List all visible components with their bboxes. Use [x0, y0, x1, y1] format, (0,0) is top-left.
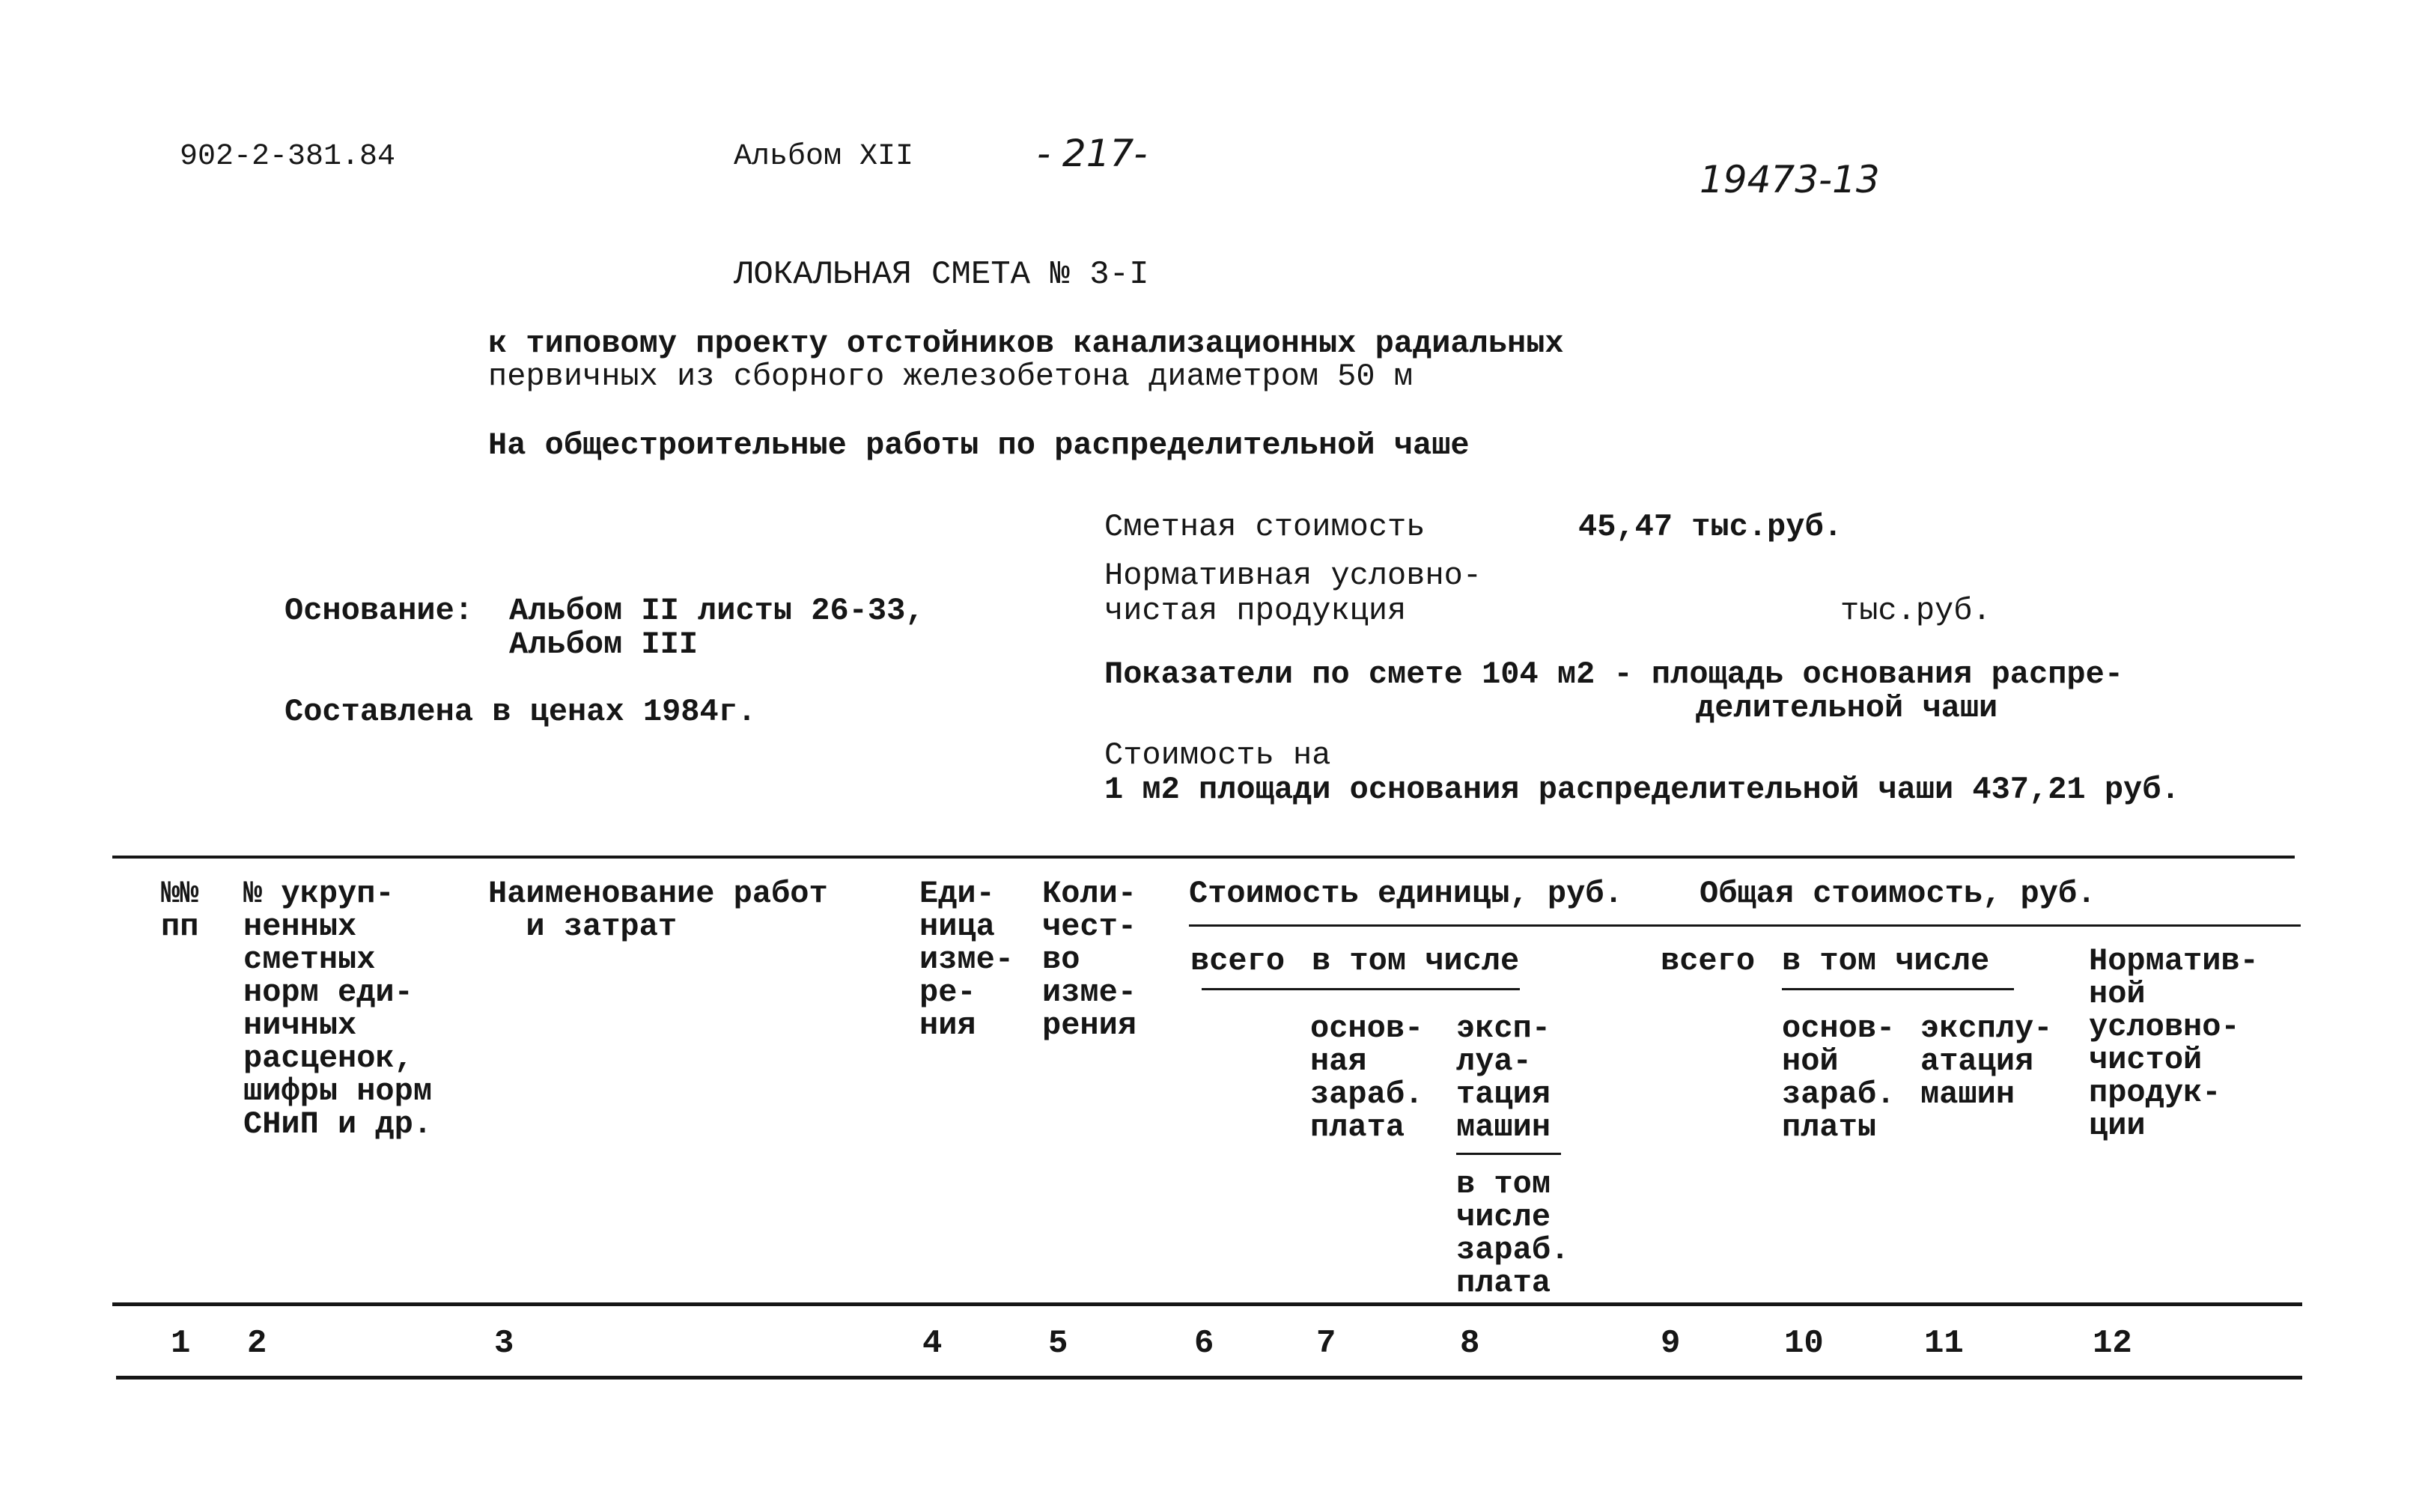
normative-unit: тыс.руб.: [1840, 593, 1992, 629]
column-number-4: 4: [922, 1325, 943, 1362]
column-number-2: 2: [247, 1325, 267, 1362]
normative-label-line-1: Нормативная условно-: [1104, 558, 1482, 594]
indicators-line-1: Показатели по смете 104 м2 - площадь основания распре-: [1104, 656, 2124, 692]
subtitle-line-2: первичных из сборного железобетона диаметром 50 м: [488, 359, 1414, 394]
cost-per-label-line-2: 1 м2 площади основания распределительной чаши 437,21 руб.: [1104, 772, 2180, 808]
column-number-12: 12: [2093, 1325, 2132, 1362]
unit-cost-group-header: Стоимость единицы, руб.: [1189, 876, 1623, 912]
page-number: - 217-: [1037, 132, 1148, 175]
column-number-11: 11: [1924, 1325, 1964, 1362]
column-number-3: 3: [494, 1325, 514, 1362]
col-work-name-header: Наименование работ и затрат: [488, 876, 828, 945]
album-label: Альбом XII: [734, 140, 914, 174]
unit-machines-header: эксп- луа- тация машин: [1456, 1010, 1551, 1145]
total-incl-header: в том числе: [1782, 943, 1990, 979]
total-basic-wage-header: основ- ной зараб. платы: [1782, 1010, 1896, 1145]
total-incl-rule: [1782, 988, 2014, 990]
col-row-number-header: №№ пп: [161, 876, 199, 945]
work-scope: На общестроительные работы по распределительной чаше: [488, 427, 1470, 463]
total-total-header: всего: [1661, 943, 1756, 979]
estimated-cost-label: Сметная стоимость: [1104, 509, 1425, 545]
basis-label: Основание:: [285, 593, 474, 629]
price-basis: Составлена в ценах 1984г.: [285, 694, 757, 730]
total-machines-header: эксплу- атация машин: [1920, 1010, 2053, 1112]
basis-line-1: Альбом II листы 26-33,: [509, 593, 925, 629]
cost-per-label-line-1: Стоимость на: [1104, 737, 1331, 773]
inventory-number: 19473-13: [1700, 158, 1880, 201]
total-cost-group-header: Общая стоимость, руб.: [1700, 876, 2096, 912]
subtitle-line-1: к типовому проекту отстойников канализационных радиальных: [488, 326, 1564, 362]
header-bottom-rule: [112, 1302, 2302, 1306]
estimated-cost-value: 45,47 тыс.руб.: [1578, 509, 1843, 545]
numbers-bottom-rule: [116, 1376, 2302, 1380]
column-number-5: 5: [1048, 1325, 1068, 1362]
col-norm-code-header: № укруп- ненных сметных норм еди- ничных расценок, шифры норм СНиП и др.: [243, 876, 433, 1142]
basis-line-2: Альбом III: [509, 627, 699, 662]
normative-product-header: Норматив- ной условно- чистой продук- ции: [2089, 943, 2259, 1144]
normative-label-line-2: чистая продукция: [1104, 593, 1407, 629]
column-number-8: 8: [1460, 1325, 1480, 1362]
unit-machines-wage-header: в том числе зараб. плата: [1456, 1166, 1570, 1301]
column-number-7: 7: [1316, 1325, 1336, 1362]
group-header-rule: [1189, 924, 2301, 927]
column-number-9: 9: [1661, 1325, 1681, 1362]
unit-total-header: всего: [1190, 943, 1285, 979]
machines-subdivision-rule: [1456, 1153, 1561, 1155]
col-quantity-header: Коли- чест- во изме- рения: [1042, 876, 1137, 1043]
col-unit-header: Еди- ница изме- ре- ния: [919, 876, 1014, 1043]
unit-incl-rule: [1202, 988, 1520, 990]
unit-incl-header: в том числе: [1312, 943, 1520, 979]
unit-basic-wage-header: основ- ная зараб. плата: [1310, 1010, 1424, 1145]
document-code: 902-2-381.84: [180, 140, 396, 174]
column-number-1: 1: [171, 1325, 191, 1362]
table-top-rule: [112, 856, 2295, 859]
indicators-line-2: делительной чаши: [1696, 690, 1998, 726]
column-number-6: 6: [1194, 1325, 1214, 1362]
column-number-10: 10: [1784, 1325, 1824, 1362]
document-title: ЛОКАЛЬНАЯ СМЕТА № 3-I: [734, 256, 1149, 293]
